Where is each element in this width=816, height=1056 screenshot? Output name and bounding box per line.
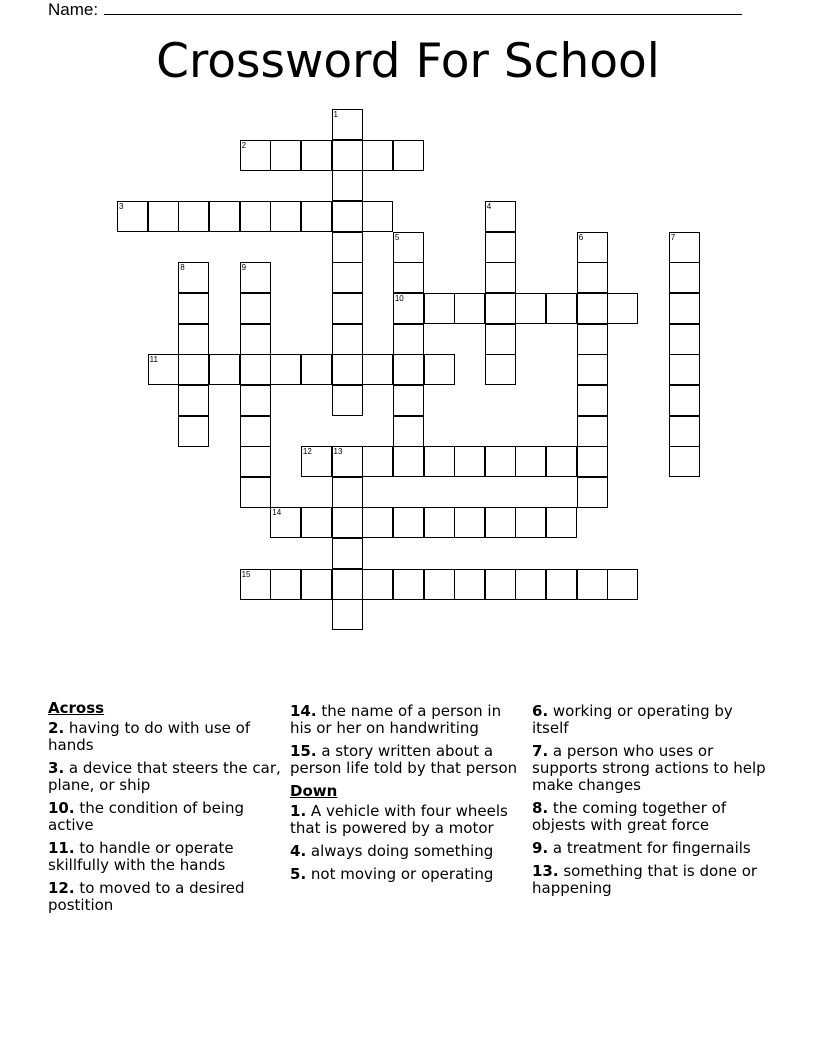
clue-num: 5 bbox=[290, 865, 301, 883]
clue-item: 14. the name of a person in his or her on handwriting bbox=[290, 702, 502, 737]
clue-item: 10. the condition of being active bbox=[48, 799, 245, 834]
grid-cell[interactable] bbox=[393, 354, 424, 385]
clue-num: 12 bbox=[48, 879, 69, 897]
grid-cell[interactable] bbox=[546, 446, 577, 477]
grid-cell[interactable] bbox=[240, 477, 271, 508]
grid-cell[interactable] bbox=[393, 140, 424, 171]
clue-item: 11. to handle or operate skillfully with the hands bbox=[48, 839, 234, 874]
grid-cell[interactable] bbox=[270, 201, 301, 232]
grid-cell[interactable] bbox=[485, 507, 516, 538]
clues-column-1 bbox=[48, 700, 284, 920]
grid-cell[interactable] bbox=[669, 354, 700, 385]
clue-text: the condition of being active bbox=[48, 799, 245, 834]
clue-number: 1 bbox=[333, 110, 338, 119]
grid-cell[interactable] bbox=[209, 201, 240, 232]
grid-cell[interactable] bbox=[577, 416, 608, 447]
grid-cell[interactable] bbox=[577, 262, 608, 293]
grid-cell[interactable] bbox=[178, 293, 209, 324]
grid-cell[interactable] bbox=[240, 201, 271, 232]
clue-text: something that is done or happening bbox=[532, 862, 758, 897]
clue-number: 7 bbox=[670, 232, 676, 242]
grid-cell[interactable] bbox=[393, 416, 424, 447]
grid-cell[interactable] bbox=[669, 446, 700, 477]
grid-cell[interactable] bbox=[209, 354, 240, 385]
clue-text: having to do with use of hands bbox=[48, 719, 251, 754]
clue-text: not moving or operating bbox=[306, 865, 494, 883]
clue-text: always doing something bbox=[306, 842, 494, 860]
grid-cell[interactable] bbox=[485, 262, 516, 293]
grid-cell[interactable] bbox=[178, 385, 209, 416]
grid-cell[interactable] bbox=[332, 324, 363, 355]
grid-cell[interactable] bbox=[332, 477, 363, 508]
grid-cell[interactable] bbox=[178, 416, 209, 447]
grid-cell[interactable] bbox=[485, 324, 516, 355]
grid-cell[interactable] bbox=[577, 477, 608, 508]
clue-text: a person who uses or supports strong actions to help make changes bbox=[532, 742, 766, 794]
grid-cell[interactable] bbox=[669, 262, 700, 293]
grid-cell[interactable] bbox=[270, 354, 301, 385]
clue-num: 7 bbox=[532, 742, 543, 760]
section-heading: Across bbox=[48, 699, 105, 717]
clue-num: 10 bbox=[48, 799, 69, 817]
grid-cell[interactable] bbox=[362, 201, 393, 232]
clue-text: to moved to a desired postition bbox=[48, 879, 245, 914]
grid-cell[interactable] bbox=[669, 324, 700, 355]
clue-item: 15. a story written about a person life told by that person bbox=[290, 742, 518, 777]
grid-cell[interactable] bbox=[485, 446, 516, 477]
grid-cell[interactable] bbox=[178, 324, 209, 355]
clue-item: 5. not moving or operating bbox=[290, 865, 494, 883]
grid-cell[interactable] bbox=[148, 201, 179, 232]
clue-text: the coming together of objests with great force bbox=[532, 799, 727, 834]
grid-cell[interactable] bbox=[546, 507, 577, 538]
clue-number: 2 bbox=[241, 140, 247, 150]
clue-number: 15 bbox=[241, 569, 251, 579]
clue-number: 4 bbox=[486, 201, 492, 211]
grid-cell[interactable] bbox=[454, 293, 485, 324]
grid-cell[interactable] bbox=[332, 354, 363, 385]
grid-cell[interactable] bbox=[515, 446, 546, 477]
grid-cell[interactable] bbox=[332, 385, 363, 416]
grid-cell[interactable] bbox=[332, 507, 363, 538]
clue-num: 2 bbox=[48, 719, 59, 737]
grid-cell[interactable] bbox=[577, 446, 608, 477]
grid-cell[interactable] bbox=[362, 507, 393, 538]
clue-num: 15 bbox=[290, 742, 311, 760]
grid-cell[interactable] bbox=[240, 416, 271, 447]
clue-num: 1 bbox=[290, 802, 301, 820]
clue-number: 8 bbox=[180, 263, 185, 273]
clue-number: 11 bbox=[149, 355, 158, 365]
grid-cell[interactable] bbox=[332, 140, 363, 171]
grid-cell[interactable] bbox=[577, 385, 608, 416]
grid-cell-7[interactable] bbox=[669, 232, 700, 263]
grid-cell-9[interactable] bbox=[240, 262, 271, 293]
clue-number: 12 bbox=[302, 447, 312, 457]
clue-item: 13. something that is done or happening bbox=[532, 862, 758, 897]
grid-cell[interactable] bbox=[515, 293, 546, 324]
grid-cell[interactable] bbox=[332, 232, 363, 263]
clue-item: 2. having to do with use of hands bbox=[48, 719, 251, 754]
clue-text: the name of a person in his or her on handwriting bbox=[290, 702, 502, 737]
grid-cell[interactable] bbox=[577, 354, 608, 385]
grid-cell[interactable] bbox=[362, 354, 393, 385]
clue-num: 14 bbox=[290, 702, 311, 720]
grid-cell[interactable] bbox=[332, 599, 363, 630]
grid-cell[interactable] bbox=[424, 446, 455, 477]
grid-cell-11[interactable] bbox=[148, 354, 179, 385]
grid-cell[interactable] bbox=[362, 569, 393, 600]
grid-cell-3[interactable] bbox=[117, 201, 148, 232]
grid-cell-4[interactable] bbox=[485, 201, 516, 232]
grid-cell-1[interactable] bbox=[332, 109, 363, 140]
grid-cell-6[interactable] bbox=[577, 232, 608, 263]
clue-item: 7. a person who uses or supports strong actions to help make changes bbox=[532, 742, 766, 794]
grid-cell[interactable] bbox=[607, 569, 638, 600]
clue-number: 10 bbox=[394, 293, 404, 303]
grid-cell[interactable] bbox=[240, 446, 271, 477]
clue-text: to handle or operate skillfully with the hands bbox=[48, 839, 234, 874]
grid-cell[interactable] bbox=[240, 293, 271, 324]
grid-cell-15[interactable] bbox=[240, 569, 271, 600]
grid-cell-5[interactable] bbox=[393, 232, 424, 263]
clue-num: 8 bbox=[532, 799, 543, 817]
grid-cell[interactable] bbox=[178, 354, 209, 385]
clue-num: 11 bbox=[48, 839, 69, 857]
grid-cell[interactable] bbox=[454, 507, 485, 538]
grid-cell[interactable] bbox=[332, 569, 363, 600]
grid-cell[interactable] bbox=[424, 354, 455, 385]
clue-item: 9. a treatment for fingernails bbox=[532, 839, 751, 857]
clue-text: A vehicle with four wheels that is powered by a motor bbox=[290, 802, 508, 837]
grid-cell[interactable] bbox=[577, 569, 608, 600]
clue-text: working or operating by itself bbox=[532, 702, 733, 737]
grid-cell[interactable] bbox=[301, 507, 332, 538]
page-title: Crossword For School bbox=[156, 34, 660, 89]
grid-cell[interactable] bbox=[485, 232, 516, 263]
grid-cell[interactable] bbox=[546, 569, 577, 600]
grid-cell[interactable] bbox=[424, 569, 455, 600]
clue-text: a story written about a person life told by that person bbox=[290, 742, 518, 777]
grid-cell[interactable] bbox=[485, 569, 516, 600]
grid-cell-8[interactable] bbox=[178, 262, 209, 293]
grid-cell[interactable] bbox=[607, 293, 638, 324]
clue-num: 3 bbox=[48, 759, 59, 777]
grid-cell[interactable] bbox=[270, 569, 301, 600]
grid-cell[interactable] bbox=[669, 385, 700, 416]
grid-cell[interactable] bbox=[393, 385, 424, 416]
grid-cell[interactable] bbox=[424, 507, 455, 538]
grid-cell[interactable] bbox=[546, 293, 577, 324]
clue-item: 1. A vehicle with four wheels that is powered by a motor bbox=[290, 802, 508, 837]
grid-cell[interactable] bbox=[178, 201, 209, 232]
clue-num: 13 bbox=[532, 862, 553, 880]
grid-cell[interactable] bbox=[393, 569, 424, 600]
clue-num: 6 bbox=[532, 702, 543, 720]
clue-number: 13 bbox=[333, 447, 343, 457]
grid-cell-13[interactable] bbox=[332, 446, 363, 477]
grid-cell[interactable] bbox=[485, 354, 516, 385]
grid-cell[interactable] bbox=[454, 446, 485, 477]
clue-text: a treatment for fingernails bbox=[548, 839, 751, 857]
clue-number: 14 bbox=[272, 508, 282, 518]
clue-item: 3. a device that steers the car, plane, or ship bbox=[48, 759, 281, 794]
grid-cell[interactable] bbox=[454, 569, 485, 600]
clue-number: 6 bbox=[578, 232, 584, 242]
grid-cell[interactable] bbox=[362, 446, 393, 477]
grid-cell[interactable] bbox=[485, 293, 516, 324]
clue-item: 8. the coming together of objests with great force bbox=[532, 799, 727, 834]
grid-cell[interactable] bbox=[332, 262, 363, 293]
grid-cell-2[interactable] bbox=[240, 140, 271, 171]
grid-cell[interactable] bbox=[393, 507, 424, 538]
clue-num: 4 bbox=[290, 842, 301, 860]
grid-cell[interactable] bbox=[301, 201, 332, 232]
grid-cell-12[interactable] bbox=[301, 446, 332, 477]
clue-item: 12. to moved to a desired postition bbox=[48, 879, 245, 914]
grid-cell[interactable] bbox=[424, 293, 455, 324]
clue-item: 4. always doing something bbox=[290, 842, 494, 860]
clue-text: a device that steers the car, plane, or ship bbox=[48, 759, 281, 794]
grid-cell[interactable] bbox=[301, 569, 332, 600]
grid-cell[interactable] bbox=[332, 538, 363, 569]
clues-column-3 bbox=[532, 703, 768, 903]
clue-number: 9 bbox=[241, 263, 247, 273]
grid-cell[interactable] bbox=[270, 140, 301, 171]
grid-cell[interactable] bbox=[515, 507, 546, 538]
grid-cell[interactable] bbox=[669, 293, 700, 324]
grid-cell[interactable] bbox=[301, 354, 332, 385]
clue-number: 5 bbox=[394, 232, 400, 242]
section-heading: Down bbox=[290, 782, 338, 800]
grid-cell[interactable] bbox=[393, 324, 424, 355]
clue-num: 9 bbox=[532, 839, 543, 857]
grid-cell[interactable] bbox=[669, 416, 700, 447]
grid-cell[interactable] bbox=[393, 262, 424, 293]
grid-cell[interactable] bbox=[577, 324, 608, 355]
grid-cell[interactable] bbox=[515, 569, 546, 600]
grid-cell[interactable] bbox=[240, 385, 271, 416]
grid-cell[interactable] bbox=[362, 140, 393, 171]
name-label: Name: bbox=[48, 0, 99, 19]
clues-column-2 bbox=[290, 703, 526, 889]
grid-cell[interactable] bbox=[240, 324, 271, 355]
grid-cell[interactable] bbox=[332, 170, 363, 201]
grid-cell[interactable] bbox=[332, 293, 363, 324]
grid-cell[interactable] bbox=[332, 201, 363, 232]
grid-cell[interactable] bbox=[301, 140, 332, 171]
grid-cell-10[interactable] bbox=[393, 293, 424, 324]
grid-cell[interactable] bbox=[240, 354, 271, 385]
grid-cell[interactable] bbox=[393, 446, 424, 477]
clue-item: 6. working or operating by itself bbox=[532, 702, 733, 737]
grid-cell[interactable] bbox=[577, 293, 608, 324]
clue-number: 3 bbox=[119, 201, 124, 211]
grid-cell-14[interactable] bbox=[270, 507, 301, 538]
